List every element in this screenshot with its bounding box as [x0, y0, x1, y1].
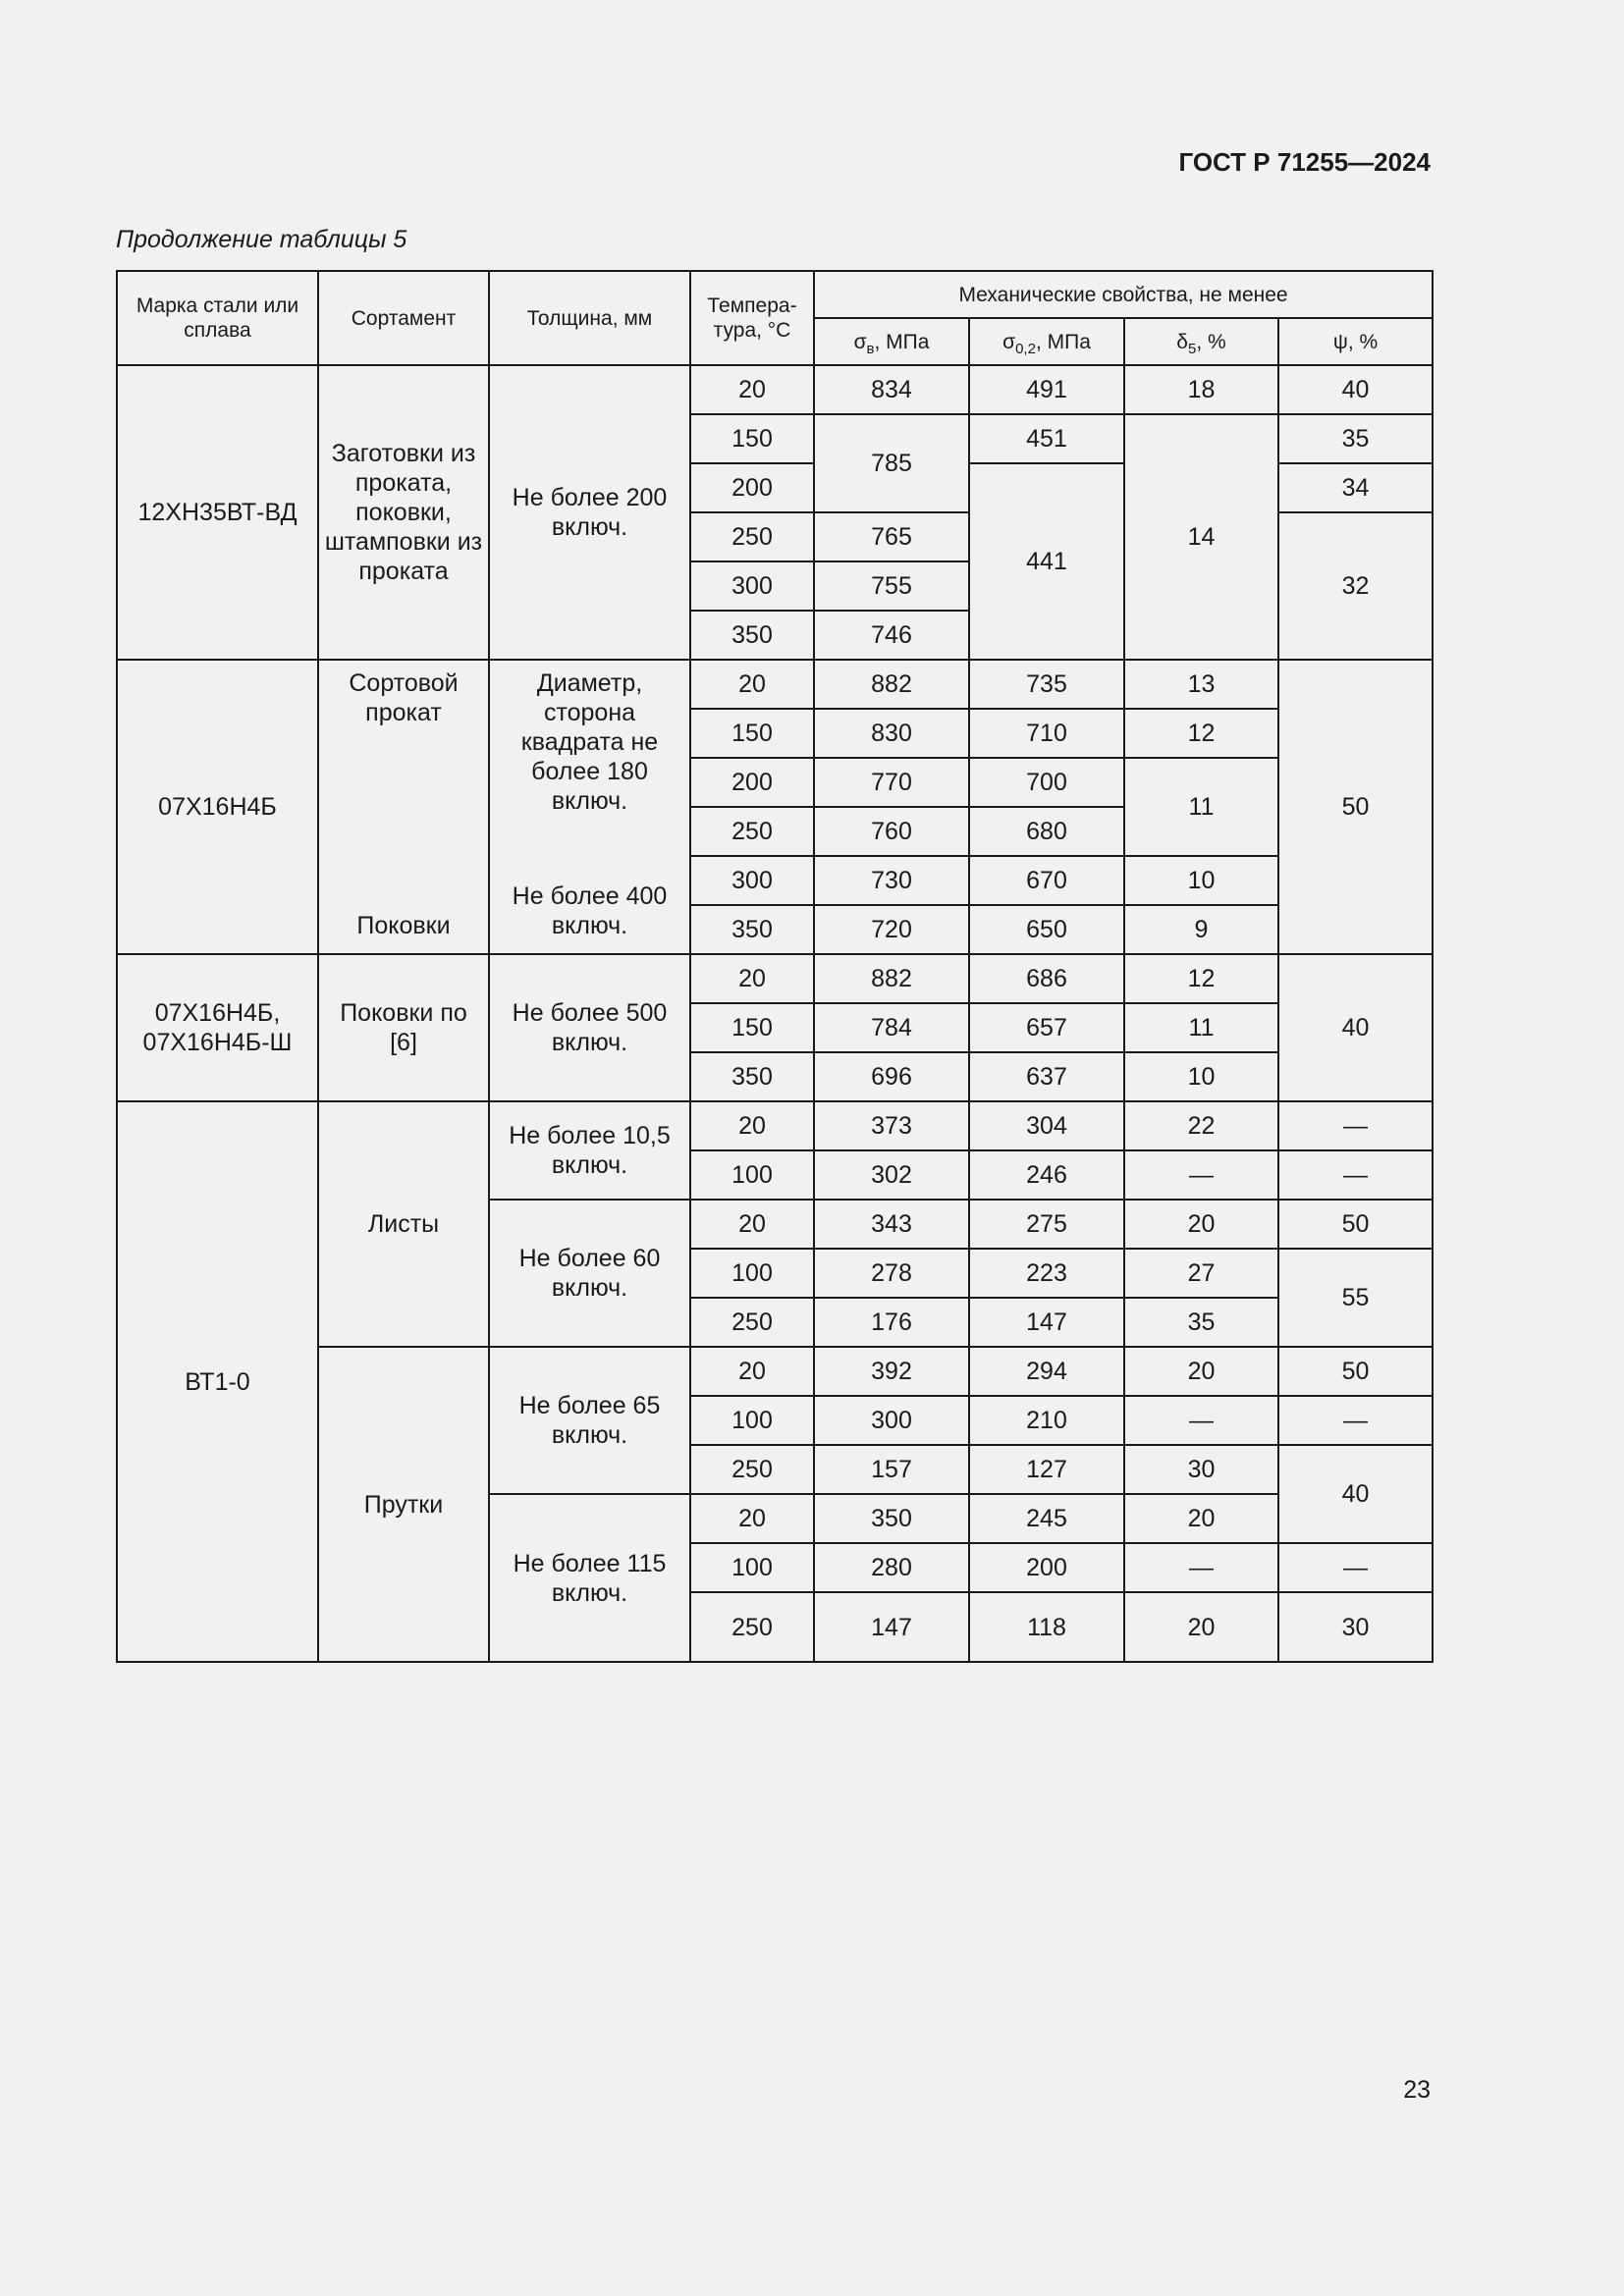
header-assortment: Сортамент — [318, 271, 489, 365]
grade-cell: 07Х16Н4Б, 07Х16Н4Б-Ш — [117, 954, 318, 1101]
thickness-cell: Не более 115 включ. — [489, 1494, 690, 1662]
assortment-label: Сортовой прокат — [349, 669, 459, 726]
sigma-b-cell: 720 — [814, 905, 969, 954]
temperature-cell: 250 — [690, 1445, 814, 1494]
delta-5-cell: 20 — [1124, 1347, 1278, 1396]
sigma-symbol: σ — [1002, 330, 1016, 353]
sigma-b-cell: 302 — [814, 1150, 969, 1200]
table-row — [117, 365, 1433, 414]
header-delta-5 — [1124, 318, 1278, 365]
psi-cell: 32 — [1278, 512, 1433, 660]
sigma-02-cell: 275 — [969, 1200, 1124, 1249]
delta-5-cell: 10 — [1124, 856, 1278, 905]
temperature-cell: 20 — [690, 660, 814, 709]
delta-subscript: 5 — [1188, 340, 1197, 357]
delta-5-cell: 10 — [1124, 1052, 1278, 1101]
sigma-02-cell: 637 — [969, 1052, 1124, 1101]
sigma-b-cell: 392 — [814, 1347, 969, 1396]
sigma-b-cell: 147 — [814, 1592, 969, 1662]
sigma-02-cell: 670 — [969, 856, 1124, 905]
psi-cell: 30 — [1278, 1592, 1433, 1662]
header-psi: ψ, % — [1278, 318, 1433, 365]
psi-cell: 50 — [1278, 660, 1433, 954]
delta-5-cell: — — [1124, 1396, 1278, 1445]
temperature-cell: 20 — [690, 1200, 814, 1249]
sigma-02-cell: 680 — [969, 807, 1124, 856]
delta-unit: , % — [1196, 330, 1226, 353]
thickness-cell: Не более 10,5 включ. — [489, 1101, 690, 1200]
temperature-cell: 20 — [690, 365, 814, 414]
delta-5-cell: — — [1124, 1543, 1278, 1592]
sigma-02-cell: 245 — [969, 1494, 1124, 1543]
thickness-cell: Не более 60 включ. — [489, 1200, 690, 1347]
header-sigma-02 — [969, 318, 1124, 365]
delta-5-cell: 12 — [1124, 709, 1278, 758]
sigma-02-cell: 223 — [969, 1249, 1124, 1298]
sigma-02-cell: 304 — [969, 1101, 1124, 1150]
sigma-b-cell: 784 — [814, 1003, 969, 1052]
temperature-cell: 250 — [690, 807, 814, 856]
delta-5-cell: 11 — [1124, 758, 1278, 856]
sigma-02-cell: 700 — [969, 758, 1124, 807]
assortment-cell: Листы — [318, 1101, 489, 1347]
assortment-cell — [318, 660, 489, 954]
psi-cell: — — [1278, 1101, 1433, 1150]
sigma-02-cell: 294 — [969, 1347, 1124, 1396]
table-row — [117, 1101, 1433, 1150]
sigma-b-cell: 746 — [814, 611, 969, 660]
sigma-02-cell: 451 — [969, 414, 1124, 463]
sigma-b-cell: 765 — [814, 512, 969, 561]
assortment-cell: Поковки по [6] — [318, 954, 489, 1101]
table-row — [117, 954, 1433, 1003]
delta-5-cell: 12 — [1124, 954, 1278, 1003]
header-mechanical-properties: Механические свойства, не менее — [814, 271, 1433, 318]
sigma-02-cell: 118 — [969, 1592, 1124, 1662]
sigma-02-cell: 200 — [969, 1543, 1124, 1592]
temperature-cell: 350 — [690, 1052, 814, 1101]
sigma-02-cell: 441 — [969, 463, 1124, 660]
thickness-cell: Не более 65 включ. — [489, 1347, 690, 1494]
temperature-cell: 150 — [690, 414, 814, 463]
temperature-cell: 100 — [690, 1249, 814, 1298]
delta-5-cell: 20 — [1124, 1494, 1278, 1543]
sigma-b-cell: 280 — [814, 1543, 969, 1592]
thickness-cell: Не более 200 включ. — [489, 365, 690, 660]
sigma-b-cell: 785 — [814, 414, 969, 512]
delta-5-cell: — — [1124, 1150, 1278, 1200]
delta-5-cell: 20 — [1124, 1592, 1278, 1662]
temperature-cell: 200 — [690, 758, 814, 807]
thickness-cell: Не более 500 включ. — [489, 954, 690, 1101]
sigma-02-cell: 657 — [969, 1003, 1124, 1052]
psi-cell: — — [1278, 1543, 1433, 1592]
sigma-b-subscript: в — [866, 340, 875, 357]
sigma-02-cell: 210 — [969, 1396, 1124, 1445]
header-thickness: Толщина, мм — [489, 271, 690, 365]
delta-symbol: δ — [1176, 330, 1188, 353]
psi-cell: 50 — [1278, 1200, 1433, 1249]
header-temperature: Темпера-тура, °C — [690, 271, 814, 365]
header-grade: Марка стали или сплава — [117, 271, 318, 365]
table-caption: Продолжение таблицы 5 — [116, 226, 407, 253]
delta-5-cell: 13 — [1124, 660, 1278, 709]
temperature-cell: 300 — [690, 561, 814, 611]
sigma-b-cell: 373 — [814, 1101, 969, 1150]
temperature-cell: 150 — [690, 1003, 814, 1052]
temperature-cell: 20 — [690, 1494, 814, 1543]
thickness-cell — [489, 660, 690, 954]
sigma-b-cell: 696 — [814, 1052, 969, 1101]
assortment-label: Поковки — [356, 912, 451, 939]
psi-cell: 35 — [1278, 414, 1433, 463]
psi-cell: 34 — [1278, 463, 1433, 512]
sigma-b-cell: 770 — [814, 758, 969, 807]
sigma-b-cell: 755 — [814, 561, 969, 611]
temperature-cell: 20 — [690, 1101, 814, 1150]
temperature-cell: 300 — [690, 856, 814, 905]
assortment-cell: Заготовки из проката, поковки, штамповки из проката — [318, 365, 489, 660]
psi-cell: — — [1278, 1396, 1433, 1445]
delta-5-cell: 35 — [1124, 1298, 1278, 1347]
psi-cell: — — [1278, 1150, 1433, 1200]
psi-cell: 40 — [1278, 954, 1433, 1101]
sigma-b-cell: 300 — [814, 1396, 969, 1445]
grade-cell: 12ХН35ВТ-ВД — [117, 365, 318, 660]
temperature-cell: 20 — [690, 1347, 814, 1396]
sigma-b-cell: 760 — [814, 807, 969, 856]
delta-5-cell: 27 — [1124, 1249, 1278, 1298]
temperature-cell: 250 — [690, 1592, 814, 1662]
temperature-cell: 100 — [690, 1396, 814, 1445]
delta-5-cell: 22 — [1124, 1101, 1278, 1150]
temperature-cell: 350 — [690, 905, 814, 954]
delta-5-cell: 11 — [1124, 1003, 1278, 1052]
sigma-02-cell: 491 — [969, 365, 1124, 414]
sigma-b-cell: 882 — [814, 660, 969, 709]
delta-5-cell: 18 — [1124, 365, 1278, 414]
temperature-cell: 250 — [690, 1298, 814, 1347]
temperature-cell: 200 — [690, 463, 814, 512]
sigma-b-cell: 882 — [814, 954, 969, 1003]
sigma-b-cell: 730 — [814, 856, 969, 905]
temperature-cell: 350 — [690, 611, 814, 660]
sigma-b-cell: 350 — [814, 1494, 969, 1543]
header-row — [117, 271, 1433, 318]
sigma-02-cell: 650 — [969, 905, 1124, 954]
temperature-cell: 150 — [690, 709, 814, 758]
sigma-02-cell: 147 — [969, 1298, 1124, 1347]
document-code: ГОСТ Р 71255—2024 — [1178, 147, 1431, 177]
sigma-b-cell: 278 — [814, 1249, 969, 1298]
delta-5-cell: 14 — [1124, 414, 1278, 660]
grade-cell: ВТ1-0 — [117, 1101, 318, 1662]
mechanical-properties-table — [116, 270, 1434, 1663]
sigma-b-cell: 834 — [814, 365, 969, 414]
sigma-b-unit: , МПа — [874, 330, 930, 353]
psi-cell: 40 — [1278, 365, 1433, 414]
thickness-label: Не более 400 включ. — [512, 882, 668, 939]
temperature-cell: 100 — [690, 1150, 814, 1200]
table-row — [117, 660, 1433, 709]
page-number: 23 — [1403, 2076, 1431, 2104]
header-sigma-b — [814, 318, 969, 365]
sigma-02-cell: 710 — [969, 709, 1124, 758]
psi-cell: 55 — [1278, 1249, 1433, 1347]
sigma-symbol: σ — [853, 330, 867, 353]
sigma-02-cell: 686 — [969, 954, 1124, 1003]
assortment-cell: Прутки — [318, 1347, 489, 1662]
sigma-02-subscript: 0,2 — [1015, 340, 1036, 357]
temperature-cell: 20 — [690, 954, 814, 1003]
sigma-b-cell: 157 — [814, 1445, 969, 1494]
sigma-02-cell: 246 — [969, 1150, 1124, 1200]
delta-5-cell: 30 — [1124, 1445, 1278, 1494]
sigma-b-cell: 176 — [814, 1298, 969, 1347]
sigma-02-cell: 127 — [969, 1445, 1124, 1494]
sigma-02-cell: 735 — [969, 660, 1124, 709]
sigma-b-cell: 830 — [814, 709, 969, 758]
thickness-label: Диаметр, сторона квадрата не более 180 включ. — [520, 669, 659, 815]
sigma-02-unit: , МПа — [1035, 330, 1091, 353]
temperature-cell: 100 — [690, 1543, 814, 1592]
psi-cell: 40 — [1278, 1445, 1433, 1543]
delta-5-cell: 9 — [1124, 905, 1278, 954]
grade-cell: 07Х16Н4Б — [117, 660, 318, 954]
temperature-cell: 250 — [690, 512, 814, 561]
psi-cell: 50 — [1278, 1347, 1433, 1396]
delta-5-cell: 20 — [1124, 1200, 1278, 1249]
sigma-b-cell: 343 — [814, 1200, 969, 1249]
